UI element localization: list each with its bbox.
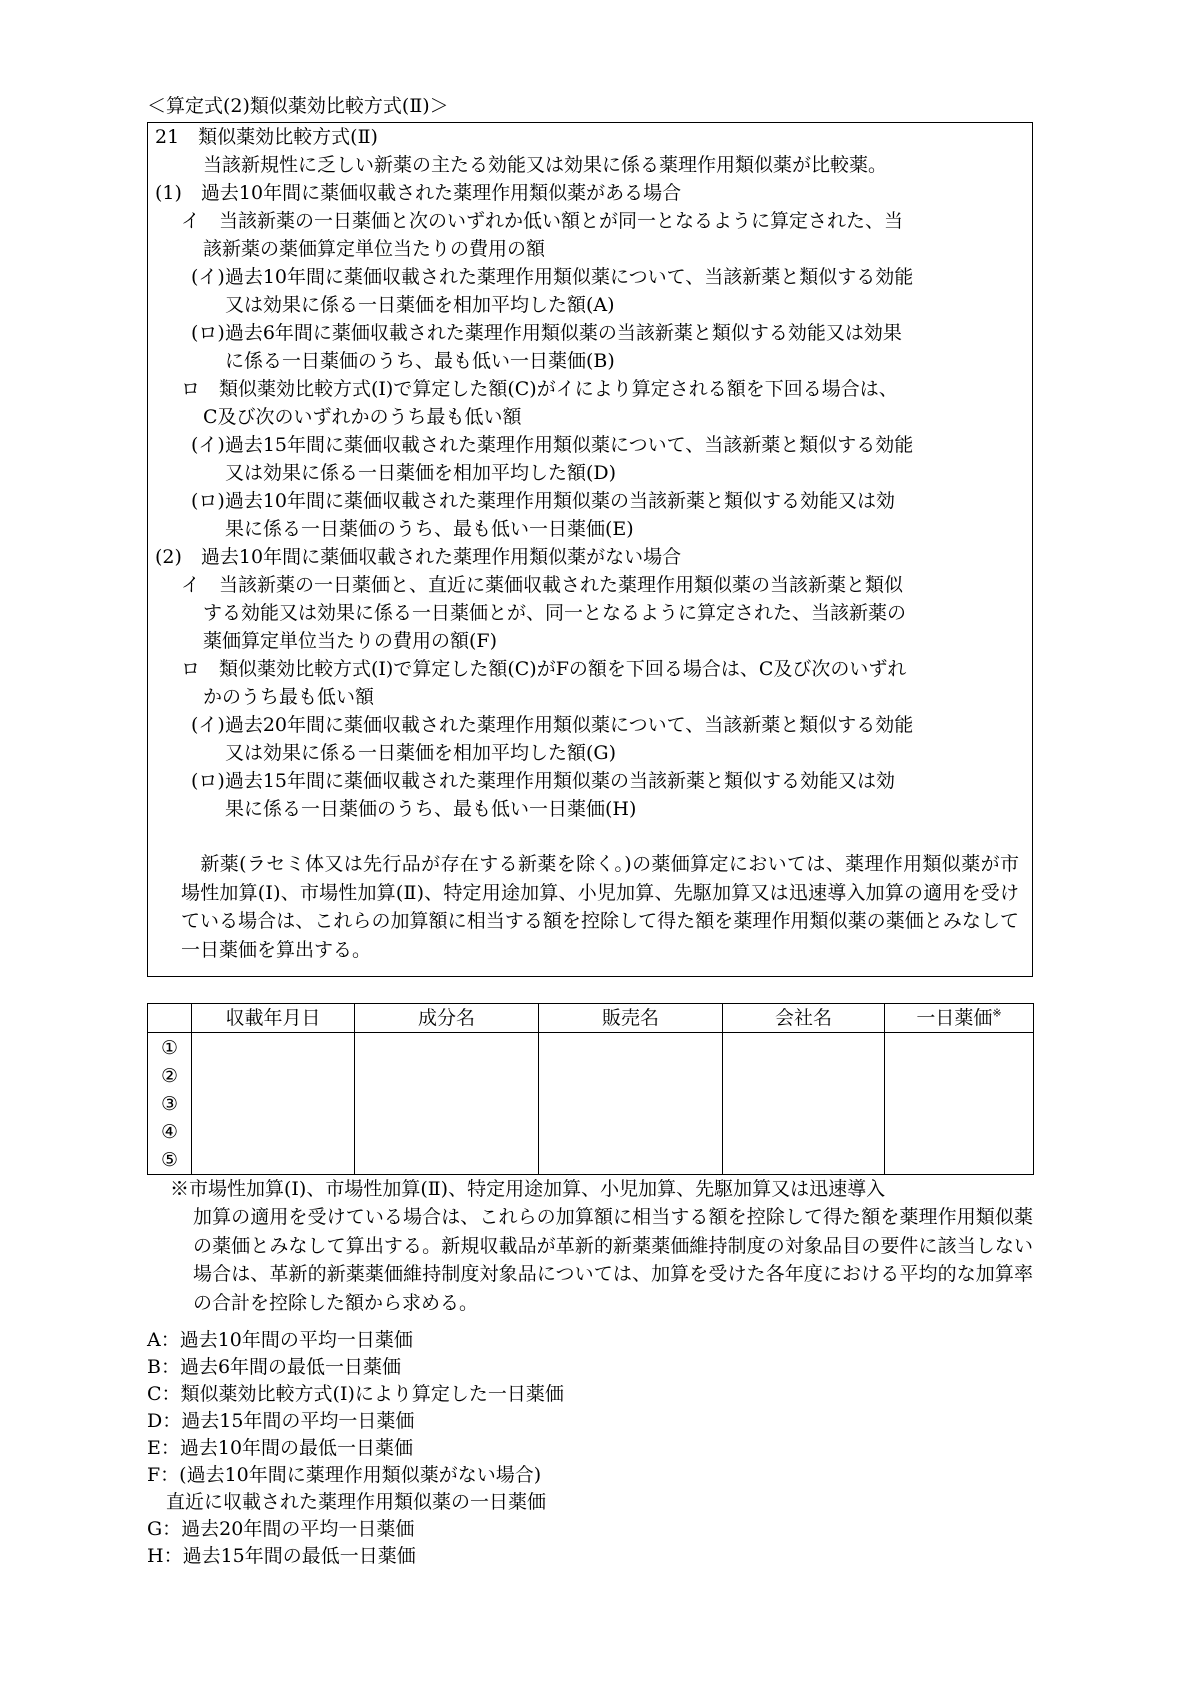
legend-item: E：過去10年間の最低一日薬価 [147, 1437, 414, 1459]
formula-line: (イ)過去15年間に薬価収載された薬理作用類似薬について、当該新薬と類似する効能 [191, 434, 914, 456]
formula-line: イ 当該新薬の一日薬価と次のいずれか低い額とが同一となるように算定された、当 [181, 210, 904, 232]
table-header-ingredient: 成分名 [355, 1004, 539, 1033]
formula-line: (ロ)過去10年間に薬価収載された薬理作用類似薬の当該新薬と類似する効能又は効 [191, 490, 896, 512]
formula-title: 21 類似薬効比較方式(Ⅱ) [155, 126, 378, 148]
case-2-heading: (2) 過去10年間に薬価収載された薬理作用類似薬がない場合 [155, 546, 682, 568]
comparison-drug-table [147, 1003, 1034, 1175]
formula-line: ロ 類似薬効比較方式(Ⅰ)で算定した額(C)がFの額を下回る場合は、C及び次のいずれ [181, 658, 907, 680]
listing-date-cell [192, 1033, 355, 1175]
company-cell [723, 1033, 885, 1175]
formula-paragraph: 新薬(ラセミ体又は先行品が存在する新薬を除く。)の薬価算定においては、薬理作用類似薬が市場性加算(Ⅰ)、市場性加算(Ⅱ)、特定用途加算、小児加算、先駆加算又は迅速導入加算の適用を受けている場合は、これらの加算額に相当する額を控除して得た額を薬理作用類似薬の薬価とみなして一日薬価を算出する。 [181, 853, 1019, 961]
row-number: ① [160, 1037, 179, 1059]
formula-line: イ 当該新薬の一日薬価と、直近に薬価収載された薬理作用類似薬の当該新薬と類似 [181, 574, 904, 596]
case-1-heading: (1) 過去10年間に薬価収載された薬理作用類似薬がある場合 [155, 182, 682, 204]
formula-line: 果に係る一日薬価のうち、最も低い一日薬価(H) [225, 798, 637, 820]
formula-line: (イ)過去20年間に薬価収載された薬理作用類似薬について、当該新薬と類似する効能 [191, 714, 914, 736]
legend-item: D：過去15年間の平均一日薬価 [147, 1410, 415, 1432]
formula-line: (ロ)過去6年間に薬価収載された薬理作用類似薬の当該新薬と類似する効能又は効果 [191, 322, 902, 344]
formula-line: する効能又は効果に係る一日薬価とが、同一となるように算定された、当該新薬の [203, 602, 907, 624]
legend-item: C：類似薬効比較方式(Ⅰ)により算定した一日薬価 [147, 1383, 564, 1405]
row-number: ④ [160, 1121, 179, 1143]
formula-box [147, 122, 1033, 977]
table-header-brand-name: 販売名 [539, 1004, 723, 1033]
footnote-mark: ※ [992, 1006, 1002, 1020]
table-header-company: 会社名 [723, 1004, 885, 1033]
formula-line: 果に係る一日薬価のうち、最も低い一日薬価(E) [225, 518, 634, 540]
formula-line: ロ 類似薬効比較方式(Ⅰ)で算定した額(C)がイにより算定される額を下回る場合は、 [181, 378, 898, 400]
section-heading: ＜算定式(2)類似薬効比較方式(Ⅱ)＞ [147, 95, 449, 117]
legend-item: G：過去20年間の平均一日薬価 [147, 1518, 415, 1540]
table-row [148, 1033, 1034, 1175]
row-number: ② [160, 1065, 179, 1087]
table-header-daily-price [885, 1004, 1034, 1033]
formula-line: 該新薬の薬価算定単位当たりの費用の額 [203, 238, 546, 260]
row-number: ⑤ [160, 1149, 179, 1171]
legend-item: F：(過去10年間に薬理作用類似薬がない場合) [147, 1464, 542, 1486]
brand-name-cell [539, 1033, 723, 1175]
formula-line: (ロ)過去15年間に薬価収載された薬理作用類似薬の当該新薬と類似する効能又は効 [191, 770, 896, 792]
table-header-row [148, 1004, 1034, 1033]
daily-price-cell [885, 1033, 1034, 1175]
formula-line: 又は効果に係る一日薬価を相加平均した額(G) [225, 742, 617, 764]
formula-line: かのうち最も低い額 [203, 686, 375, 708]
table-header-index [148, 1004, 192, 1033]
legend-item: H：過去15年間の最低一日薬価 [147, 1545, 416, 1567]
formula-line: 薬価算定単位当たりの費用の額(F) [203, 630, 498, 652]
row-number: ③ [160, 1093, 179, 1115]
formula-line: C及び次のいずれかのうち最も低い額 [203, 406, 522, 428]
formula-line: 又は効果に係る一日薬価を相加平均した額(A) [225, 294, 615, 316]
table-header-daily-price-label: 一日薬価 [916, 1007, 993, 1029]
legend-item: 直近に収載された薬理作用類似薬の一日薬価 [147, 1491, 547, 1513]
ingredient-cell [355, 1033, 539, 1175]
formula-line: (イ)過去10年間に薬価収載された薬理作用類似薬について、当該新薬と類似する効能 [191, 266, 914, 288]
legend-item: A：過去10年間の平均一日薬価 [147, 1329, 413, 1351]
formula-line: 又は効果に係る一日薬価を相加平均した額(D) [225, 462, 617, 484]
footnote-first-line: ※市場性加算(Ⅰ)、市場性加算(Ⅱ)、特定用途加算、小児加算、先駆加算又は迅速導入 [170, 1178, 886, 1200]
row-number-cell [148, 1033, 192, 1175]
legend-item: B：過去6年間の最低一日薬価 [147, 1356, 402, 1378]
formula-line: 当該新規性に乏しい新薬の主たる効能又は効果に係る薬理作用類似薬が比較薬。 [203, 154, 888, 176]
formula-line: に係る一日薬価のうち、最も低い一日薬価(B) [225, 350, 615, 372]
table-header-listing-date: 収載年月日 [192, 1004, 355, 1033]
footnote-body: 加算の適用を受けている場合は、これらの加算額に相当する額を控除して得た額を薬理作用類似薬の薬価とみなして算出する。新規収載品が革新的新薬薬価維持制度の対象品目の要件に該当しない場合は、革新的新薬薬価維持制度対象品については、加算を受けた各年度における平均的な加算率の合計を控除した額から求める。 [193, 1206, 1033, 1314]
